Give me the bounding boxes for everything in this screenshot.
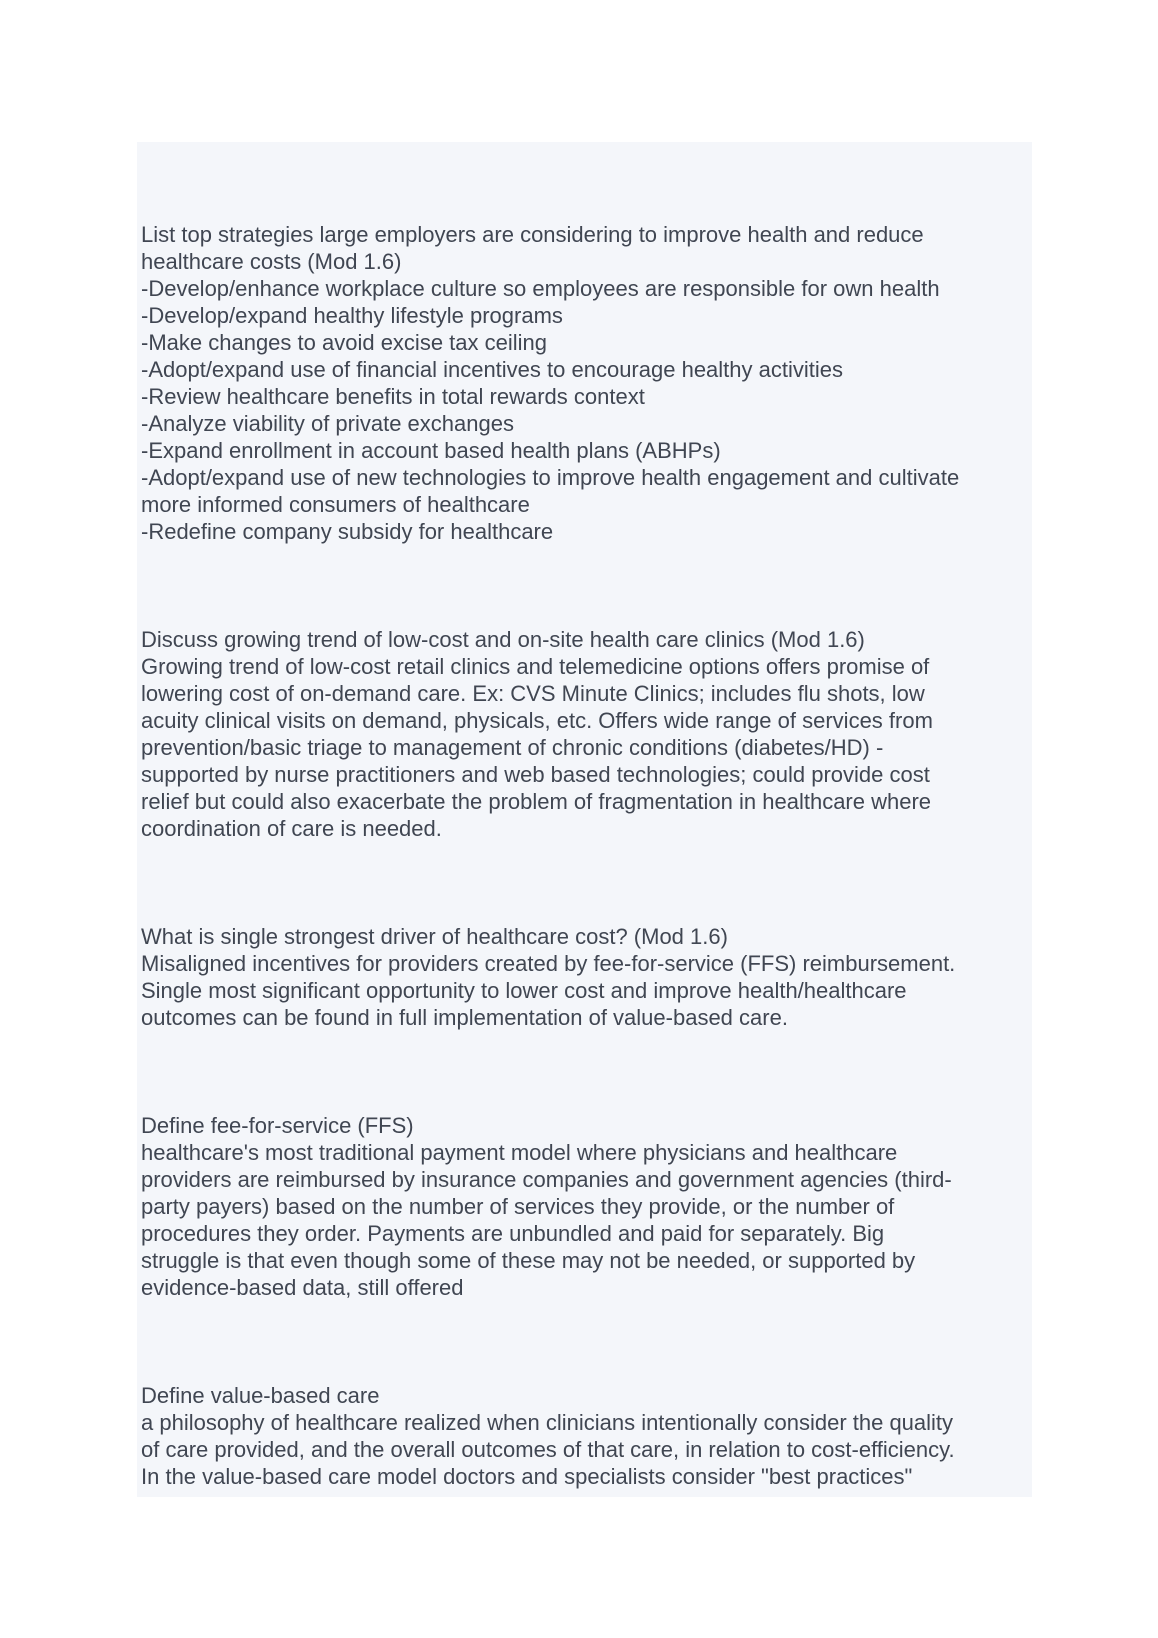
answer-line: -Adopt/expand use of new technologies to improve health engagement and cultivate — [141, 465, 960, 490]
answer-line: outcomes can be found in full implementation of value-based care. — [141, 1005, 788, 1030]
question-line: Discuss growing trend of low-cost and on-site health care clinics (Mod 1.6) — [141, 627, 865, 652]
question-line: What is single strongest driver of healthcare cost? (Mod 1.6) — [141, 924, 728, 949]
question-line: Define fee-for-service (FFS) — [141, 1113, 414, 1138]
answer-line: In the value-based care model doctors and specialists consider "best practices" — [141, 1464, 913, 1489]
answer-line: procedures they order. Payments are unbundled and paid for separately. Big — [141, 1221, 885, 1246]
answer-line: a philosophy of healthcare realized when clinicians intentionally consider the quality — [141, 1410, 954, 1435]
answer-line: Single most significant opportunity to lower cost and improve health/healthcare — [141, 978, 907, 1003]
answer-line: -Analyze viability of private exchanges — [141, 411, 514, 436]
answer-line: struggle is that even though some of these may not be needed, or supported by — [141, 1248, 916, 1273]
question-line: Define value-based care — [141, 1383, 380, 1408]
answer-line: -Develop/enhance workplace culture so employees are responsible for own health — [141, 276, 940, 301]
flashcard — [141, 626, 1024, 842]
flashcard — [141, 221, 1024, 545]
answer-line: coordination of care is needed. — [141, 816, 442, 841]
answer-line: -Make changes to avoid excise tax ceiling — [141, 330, 547, 355]
flashcard-answer — [141, 275, 1024, 545]
flashcard-answer — [141, 1409, 1024, 1490]
answer-line: prevention/basic triage to management of chronic conditions (diabetes/HD) - — [141, 735, 884, 760]
answer-line: -Review healthcare benefits in total rewards context — [141, 384, 645, 409]
flashcard — [141, 1112, 1024, 1301]
document-page — [137, 142, 1032, 1497]
answer-line: evidence-based data, still offered — [141, 1275, 464, 1300]
answer-line: acuity clinical visits on demand, physicals, etc. Offers wide range of services from — [141, 708, 933, 733]
answer-line: more informed consumers of healthcare — [141, 492, 530, 517]
flashcard-question — [141, 923, 1024, 950]
flashcard — [141, 923, 1024, 1031]
flashcard-question — [141, 1112, 1024, 1139]
answer-line: party payers) based on the number of services they provide, or the number of — [141, 1194, 895, 1219]
question-line: healthcare costs (Mod 1.6) — [141, 249, 402, 274]
flashcard-question — [141, 1382, 1024, 1409]
answer-line: healthcare's most traditional payment model where physicians and healthcare — [141, 1140, 898, 1165]
flashcard-question — [141, 221, 1024, 275]
flashcard-list — [141, 221, 1024, 1490]
flashcard-answer — [141, 950, 1024, 1031]
flashcard-question — [141, 626, 1024, 653]
answer-line: -Develop/expand healthy lifestyle programs — [141, 303, 563, 328]
answer-line: relief but could also exacerbate the problem of fragmentation in healthcare where — [141, 789, 932, 814]
flashcard-answer — [141, 1139, 1024, 1301]
answer-line: Growing trend of low-cost retail clinics and telemedicine options offers promise of — [141, 654, 930, 679]
answer-line: -Adopt/expand use of financial incentives to encourage healthy activities — [141, 357, 843, 382]
answer-line: Misaligned incentives for providers created by fee-for-service (FFS) reimbursement. — [141, 951, 956, 976]
answer-line: lowering cost of on-demand care. Ex: CVS Minute Clinics; includes flu shots, low — [141, 681, 925, 706]
answer-line: -Redefine company subsidy for healthcare — [141, 519, 554, 544]
answer-line: of care provided, and the overall outcomes of that care, in relation to cost-efficiency. — [141, 1437, 955, 1462]
answer-line: providers are reimbursed by insurance companies and government agencies (third- — [141, 1167, 952, 1192]
answer-line: -Expand enrollment in account based health plans (ABHPs) — [141, 438, 721, 463]
answer-line: supported by nurse practitioners and web based technologies; could provide cost — [141, 762, 930, 787]
question-line: List top strategies large employers are considering to improve health and reduce — [141, 222, 924, 247]
flashcard-answer — [141, 653, 1024, 842]
flashcard — [141, 1382, 1024, 1490]
